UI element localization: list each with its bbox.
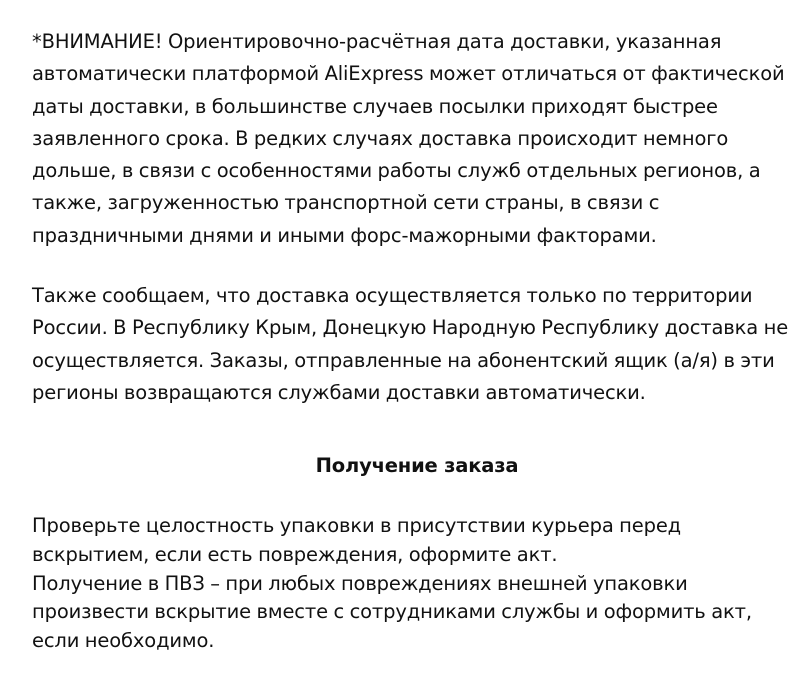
pickup-point-line: Получение в ПВЗ – при любых повреждениях внешней упаковки произвести вскрытие вместе с сотрудниками службы и оформить акт, если необходимо. <box>32 571 752 653</box>
delivery-notice-paragraph: *ВНИМАНИЕ! Ориентировочно-расчётная дата доставки, указанная автоматически платформой AliExpress может отличаться от фактической даты доставки, в большинстве случаев посылки приходят быстрее заявленного срока. В редких случаях доставка происходит немного дольше, в связи с особенностями работы служб отдельных регионов, а также, загруженностью транспортной сети страны, в связи с праздничными днями и иными форс-мажорными факторами. <box>32 30 785 247</box>
courier-check-line: Проверьте целостность упаковки в присутствии курьера перед вскрытием, если есть повреждения, оформите акт. <box>32 514 682 566</box>
delivery-territory-paragraph: Также сообщаем, что доставка осуществляется только по территории России. В Республику Крым, Донецкую Народную Республику доставка не осуществляется. Заказы, отправленные на абонентский ящик (а/я) в эти регионы возвращаются службами доставки автоматически. <box>32 284 789 404</box>
order-receipt-heading: Получение заказа <box>315 454 519 478</box>
document-body <box>32 26 802 656</box>
order-receipt-instructions <box>32 512 802 656</box>
